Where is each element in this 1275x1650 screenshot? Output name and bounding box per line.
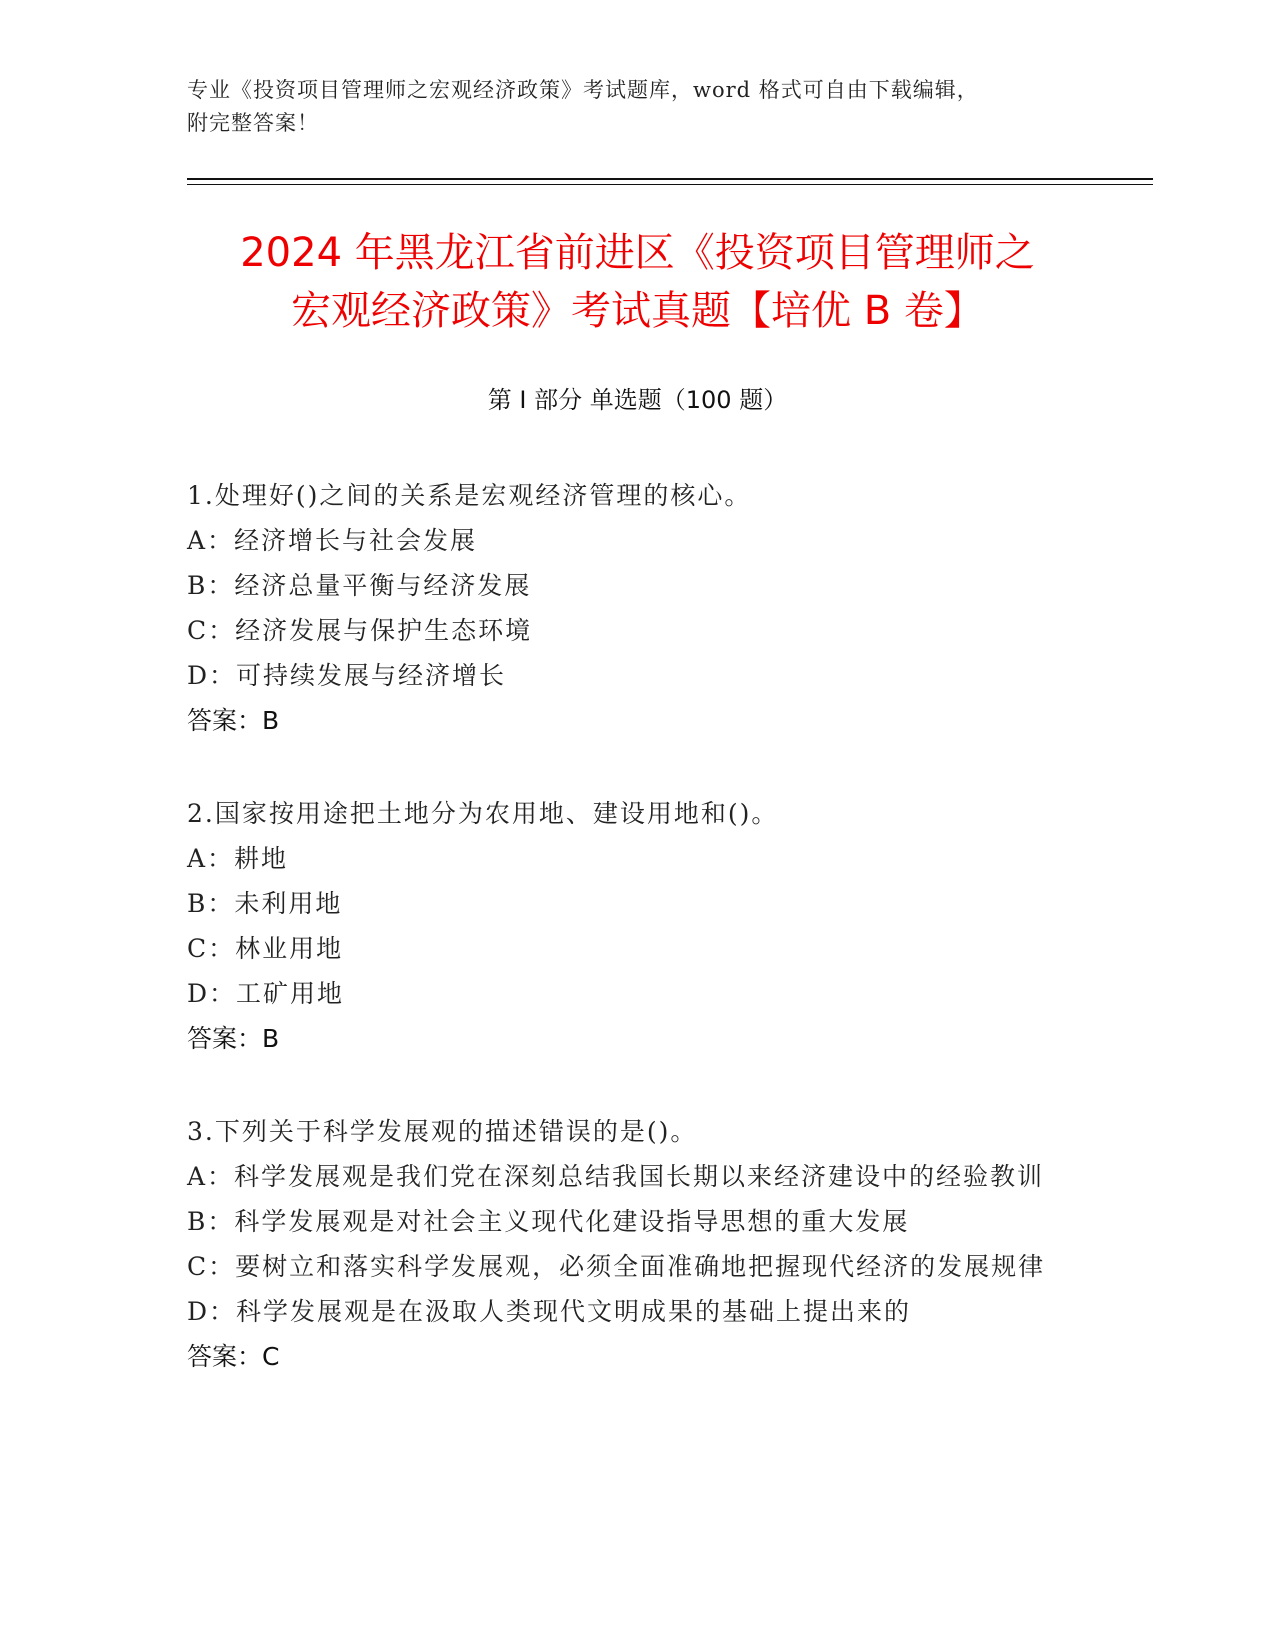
option-a: A：耕地 (187, 844, 289, 873)
option-d: D：工矿用地 (187, 979, 345, 1008)
header-note (187, 74, 1067, 140)
option-b: B：科学发展观是对社会主义现代化建设指导思想的重大发展 (187, 1207, 910, 1236)
option-c: C：经济发展与保护生态环境 (187, 616, 533, 645)
question-stem: 2.国家按用途把土地分为农用地、建设用地和()。 (187, 799, 779, 828)
header-note-line-1: 专业《投资项目管理师之宏观经济政策》考试题库，word 格式可自由下载编辑， (187, 78, 979, 102)
question-stem: 1.处理好()之间的关系是宏观经济管理的核心。 (187, 481, 752, 510)
option-d: D：科学发展观是在汲取人类现代文明成果的基础上提出来的 (187, 1297, 912, 1326)
document-title-line-2: 宏观经济政策》考试真题【培优 B 卷】 (291, 288, 984, 334)
header-divider-thin (187, 184, 1153, 185)
section-heading: 第 I 部分 单选题（100 题） (487, 386, 788, 414)
option-c: C：林业用地 (187, 934, 344, 963)
question-block (187, 473, 1087, 743)
question-block (187, 791, 1087, 1061)
option-c: C：要树立和落实科学发展观，必须全面准确地把握现代经济的发展规律 (187, 1252, 1046, 1281)
option-b: B：经济总量平衡与经济发展 (187, 571, 532, 600)
header-note-line-2: 附完整答案！ (187, 111, 319, 135)
answer-line: 答案：B (187, 706, 280, 735)
header-divider-thick (187, 178, 1153, 180)
option-b: B：未利用地 (187, 889, 343, 918)
document-title-line-1: 2024 年黑龙江省前进区《投资项目管理师之 (240, 230, 1035, 276)
option-a: A：经济增长与社会发展 (187, 526, 478, 555)
answer-line: 答案：C (187, 1342, 280, 1371)
answer-line: 答案：B (187, 1024, 280, 1053)
question-stem: 3.下列关于科学发展观的描述错误的是()。 (187, 1117, 698, 1146)
question-block (187, 1109, 1087, 1379)
document-title (150, 224, 1125, 340)
option-d: D：可持续发展与经济增长 (187, 661, 507, 690)
option-a: A：科学发展观是我们党在深刻总结我国长期以来经济建设中的经验教训 (187, 1162, 1045, 1191)
